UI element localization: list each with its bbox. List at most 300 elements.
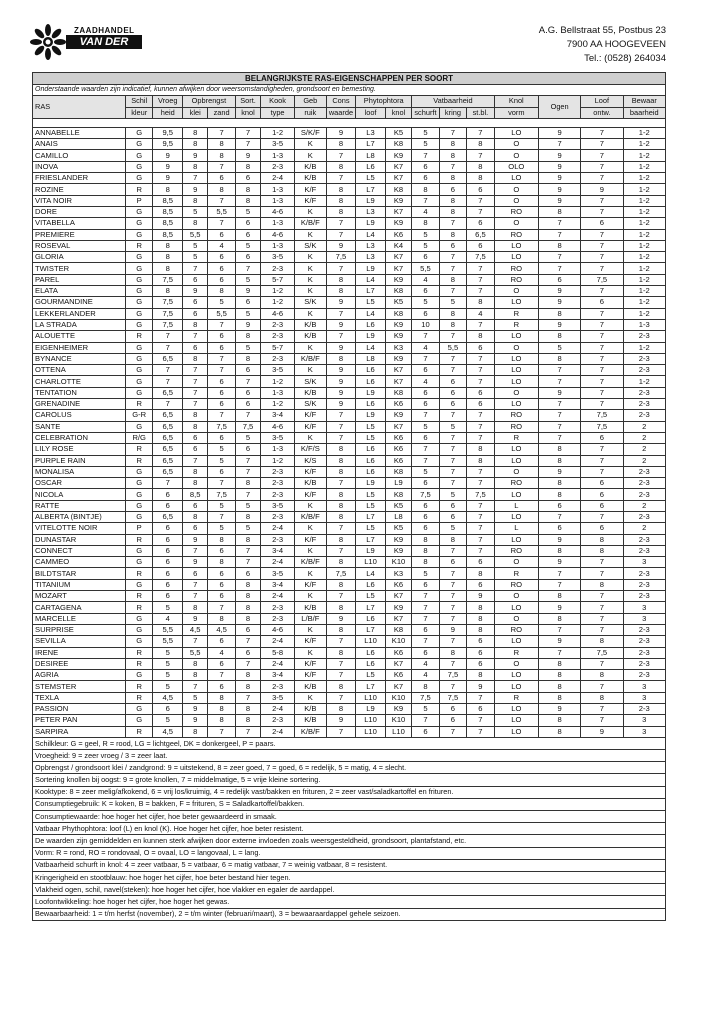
table-cell: 7 <box>581 387 623 398</box>
table-row <box>33 658 666 669</box>
table-cell: 7 <box>412 331 439 342</box>
table-cell: 8 <box>235 511 260 522</box>
table-cell: 7 <box>467 365 494 376</box>
table-row <box>33 218 666 229</box>
table-cell: 8 <box>183 218 208 229</box>
address-phone: Tel.: (0528) 264034 <box>584 53 666 64</box>
table-cell: 7 <box>235 636 260 647</box>
table-cell: 7 <box>581 613 623 624</box>
table-row <box>33 613 666 624</box>
table-cell: G <box>125 297 152 308</box>
table-cell: 1-2 <box>261 399 295 410</box>
table-cell: 7 <box>183 376 208 387</box>
table-cell: R <box>494 432 538 443</box>
variety-name: DUNASTAR <box>33 534 126 545</box>
table-cell: 1-2 <box>623 308 666 319</box>
table-cell: 7,5 <box>412 692 439 703</box>
table-cell: K <box>294 692 326 703</box>
table-cell: R <box>125 602 152 613</box>
table-cell: 10 <box>412 319 439 330</box>
table-row <box>33 726 666 737</box>
table-cell: 8 <box>208 715 235 726</box>
table-cell: G <box>125 274 152 285</box>
subheader-kleur: kleur <box>125 107 152 118</box>
legend-row <box>33 811 666 823</box>
table-cell: 6 <box>153 545 183 556</box>
table-cell: K <box>294 432 326 443</box>
table-cell: K6 <box>385 455 411 466</box>
table-cell: 9 <box>326 613 356 624</box>
table-cell: RO <box>494 274 538 285</box>
variety-name: ALOUETTE <box>33 331 126 342</box>
table-cell: L4 <box>356 274 386 285</box>
table-cell: K6 <box>385 229 411 240</box>
table-cell: 7,5 <box>581 274 623 285</box>
table-cell: 6 <box>412 624 439 635</box>
legend-row <box>33 823 666 835</box>
table-cell: 5 <box>153 658 183 669</box>
table-cell: 5,5 <box>153 636 183 647</box>
header-kook: Kook <box>261 96 295 107</box>
table-cell: LO <box>494 127 538 138</box>
variety-name: MOZART <box>33 591 126 602</box>
table-cell: G <box>125 478 152 489</box>
table-cell: 6 <box>581 489 623 500</box>
table-cell: 5 <box>235 206 260 217</box>
table-cell: 6 <box>208 466 235 477</box>
table-cell: 8 <box>581 579 623 590</box>
table-cell: K <box>294 150 326 161</box>
table-cell: 9 <box>539 466 581 477</box>
table-cell: 8 <box>467 624 494 635</box>
table-cell: 7 <box>467 466 494 477</box>
table-cell: 3-5 <box>261 500 295 511</box>
table-cell: 6 <box>467 704 494 715</box>
variety-name: ROZINE <box>33 184 126 195</box>
table-cell: L7 <box>356 624 386 635</box>
table-cell: 6 <box>208 173 235 184</box>
table-cell: 7 <box>439 286 466 297</box>
table-cell: 7 <box>235 726 260 737</box>
table-cell: 5 <box>208 297 235 308</box>
table-cell: 7 <box>581 173 623 184</box>
table-cell: K6 <box>385 647 411 658</box>
table-cell: K7 <box>385 376 411 387</box>
table-cell: 8 <box>235 534 260 545</box>
table-cell: 2-3 <box>261 466 295 477</box>
table-cell: G <box>125 511 152 522</box>
table-cell: 1-3 <box>261 150 295 161</box>
table-cell: 9 <box>326 127 356 138</box>
table-cell: 1-2 <box>623 150 666 161</box>
table-cell: 8 <box>183 670 208 681</box>
table-cell: 7 <box>183 591 208 602</box>
table-cell: K8 <box>385 624 411 635</box>
table-cell: 7 <box>581 240 623 251</box>
table-cell: 4-6 <box>261 308 295 319</box>
table-cell: 2-4 <box>261 658 295 669</box>
table-cell: 9 <box>539 286 581 297</box>
table-cell: LO <box>494 455 538 466</box>
table-cell: 1-2 <box>623 376 666 387</box>
header-phytophtora: Phytophtora <box>356 96 412 107</box>
table-cell: 8 <box>326 353 356 364</box>
table-cell: 8,5 <box>183 489 208 500</box>
table-cell: L5 <box>356 432 386 443</box>
table-cell: G <box>125 218 152 229</box>
table-cell: 7 <box>581 704 623 715</box>
variety-name: TEXLA <box>33 692 126 703</box>
table-cell: R <box>125 444 152 455</box>
table-cell: K/F <box>294 421 326 432</box>
table-cell: G <box>125 636 152 647</box>
table-cell: K9 <box>385 353 411 364</box>
table-cell: 7 <box>412 636 439 647</box>
table-cell: LO <box>494 297 538 308</box>
table-cell: 1-2 <box>623 274 666 285</box>
table-cell: S/K <box>294 297 326 308</box>
table-cell: LO <box>494 511 538 522</box>
table-cell: 6 <box>208 229 235 240</box>
table-cell: L6 <box>356 399 386 410</box>
header-knol: Knol <box>494 96 538 107</box>
table-cell: 9 <box>153 161 183 172</box>
table-cell: 5 <box>153 670 183 681</box>
table-cell: K/F <box>294 466 326 477</box>
table-cell: 3-5 <box>261 365 295 376</box>
table-cell: LO <box>494 602 538 613</box>
company-logo <box>30 22 140 62</box>
table-cell: L <box>494 500 538 511</box>
table-cell: 1-3 <box>261 195 295 206</box>
table-cell: 6 <box>412 387 439 398</box>
table-cell: 7 <box>183 173 208 184</box>
table-cell: G <box>125 421 152 432</box>
table-cell: 2-4 <box>261 173 295 184</box>
table-cell: 2-3 <box>261 263 295 274</box>
table-cell: 8 <box>326 489 356 500</box>
table-cell: 8 <box>326 274 356 285</box>
table-row <box>33 432 666 443</box>
table-row <box>33 704 666 715</box>
table-cell: 8 <box>439 206 466 217</box>
table-cell: 6 <box>581 218 623 229</box>
table-cell: 3-4 <box>261 670 295 681</box>
table-cell: 6 <box>183 297 208 308</box>
table-cell: 8 <box>539 489 581 500</box>
table-cell: 7 <box>208 195 235 206</box>
table-cell: 6 <box>412 252 439 263</box>
table-cell: 8 <box>539 591 581 602</box>
variety-name: STEMSTER <box>33 681 126 692</box>
table-cell: 6 <box>581 478 623 489</box>
table-cell: 6 <box>581 500 623 511</box>
table-cell: 6 <box>235 444 260 455</box>
table-cell: 5 <box>235 523 260 534</box>
table-row <box>33 466 666 477</box>
address-city: 7900 AA HOOGEVEEN <box>566 39 666 50</box>
table-cell: K/S <box>294 455 326 466</box>
table-cell: K <box>294 500 326 511</box>
table-cell: 7 <box>183 579 208 590</box>
table-cell: K7 <box>385 206 411 217</box>
table-row <box>33 252 666 263</box>
table-cell: K9 <box>385 534 411 545</box>
table-cell: L <box>494 523 538 534</box>
table-cell: R <box>125 658 152 669</box>
table-cell: 6 <box>208 274 235 285</box>
table-cell: R <box>125 534 152 545</box>
table-cell: 7 <box>208 353 235 364</box>
table-cell: 8 <box>326 161 356 172</box>
table-cell: 7 <box>326 523 356 534</box>
table-cell: 8 <box>235 715 260 726</box>
table-cell: 8 <box>467 444 494 455</box>
legend-text: Opbrengst / grondsoort klei / zandgrond: 9 = uitstekend, 8 = zeer goed, 7 = goed, 6 = redelijk, 5 = matig, 4 = slecht. <box>33 762 666 774</box>
table-cell: 9 <box>326 399 356 410</box>
table-cell: 7 <box>326 218 356 229</box>
table-cell: 7 <box>467 692 494 703</box>
variety-name: TWISTER <box>33 263 126 274</box>
spacer-row <box>33 118 666 127</box>
variety-name: CAMILLO <box>33 150 126 161</box>
table-cell: 8 <box>539 331 581 342</box>
table-cell: RO <box>494 206 538 217</box>
variety-name: SANTE <box>33 421 126 432</box>
subheader-baarheid: baarheid <box>623 107 666 118</box>
header-vroeg: Vroeg <box>153 96 183 107</box>
table-cell: 9 <box>183 184 208 195</box>
table-cell: 7 <box>581 161 623 172</box>
table-cell: K <box>294 342 326 353</box>
table-cell: 7 <box>439 579 466 590</box>
table-cell: 8 <box>208 704 235 715</box>
table-cell: 2-3 <box>623 704 666 715</box>
table-cell: 4-6 <box>261 229 295 240</box>
header-loof: Loof <box>581 96 623 107</box>
table-title: BELANGRIJKSTE RAS-EIGENSCHAPPEN PER SOORT <box>33 73 666 85</box>
table-cell: L5 <box>356 489 386 500</box>
table-cell: 7,5 <box>153 308 183 319</box>
table-cell: 2 <box>623 444 666 455</box>
table-cell: 6 <box>235 387 260 398</box>
table-cell: K/B <box>294 319 326 330</box>
table-cell: 7 <box>539 263 581 274</box>
table-cell: 7 <box>439 252 466 263</box>
table-cell: 8 <box>183 353 208 364</box>
header-opbrengst: Opbrengst <box>183 96 236 107</box>
table-cell: 8 <box>183 466 208 477</box>
table-cell: 1-2 <box>623 240 666 251</box>
table-cell: K6 <box>385 432 411 443</box>
table-cell: 7 <box>235 545 260 556</box>
table-cell: 7 <box>235 692 260 703</box>
table-cell: RO <box>494 229 538 240</box>
table-cell: G <box>125 670 152 681</box>
table-cell: 7,5 <box>581 421 623 432</box>
table-row <box>33 161 666 172</box>
table-cell: 4-6 <box>261 624 295 635</box>
table-cell: G <box>125 365 152 376</box>
table-cell: 7 <box>208 319 235 330</box>
legend-row <box>33 798 666 810</box>
table-cell: 7 <box>326 692 356 703</box>
table-cell: 6 <box>235 624 260 635</box>
table-cell: 7 <box>326 229 356 240</box>
table-cell: 4 <box>153 613 183 624</box>
table-cell: 4-6 <box>261 206 295 217</box>
table-cell: 9 <box>539 127 581 138</box>
table-cell: 7 <box>439 218 466 229</box>
table-cell: G <box>125 704 152 715</box>
table-cell: K/F <box>294 195 326 206</box>
table-cell: 2-3 <box>623 658 666 669</box>
table-cell: 7 <box>539 568 581 579</box>
table-cell: LO <box>494 636 538 647</box>
table-cell: 9 <box>326 342 356 353</box>
table-cell: 8 <box>439 534 466 545</box>
table-cell: 2 <box>623 432 666 443</box>
table-row <box>33 365 666 376</box>
table-cell: 6 <box>208 432 235 443</box>
table-cell: 6 <box>235 297 260 308</box>
table-cell: 6 <box>208 545 235 556</box>
table-cell: 7,5 <box>581 647 623 658</box>
table-cell: K10 <box>385 715 411 726</box>
table-cell: 8 <box>467 331 494 342</box>
subheader-type: type <box>261 107 295 118</box>
table-cell: 6 <box>439 557 466 568</box>
table-cell: 7 <box>183 681 208 692</box>
table-cell: 6,5 <box>153 353 183 364</box>
table-cell: K3 <box>385 568 411 579</box>
table-cell: K10 <box>385 636 411 647</box>
table-row <box>33 511 666 522</box>
table-cell: 6 <box>439 399 466 410</box>
table-cell: 7 <box>467 715 494 726</box>
table-cell: 6,5 <box>153 432 183 443</box>
subheader-loof: loof <box>356 107 386 118</box>
table-cell: O <box>494 658 538 669</box>
table-cell: 6,5 <box>153 444 183 455</box>
table-cell: 7,5 <box>153 319 183 330</box>
table-cell: 7 <box>467 127 494 138</box>
table-cell: 6 <box>183 500 208 511</box>
legend-text: Bewaarbaarheid: 1 = t/m herfst (november), 2 = t/m winter (februari/maart), 3 = bewaaraardappel gehele seizoen. <box>33 908 666 920</box>
table-row <box>33 274 666 285</box>
table-cell: 7,5 <box>153 274 183 285</box>
table-cell: G-R <box>125 410 152 421</box>
variety-name: SARPIRA <box>33 726 126 737</box>
table-cell: 5 <box>412 240 439 251</box>
table-cell: RO <box>494 263 538 274</box>
table-cell: 7 <box>326 308 356 319</box>
table-cell: R <box>494 692 538 703</box>
table-cell: 3-4 <box>261 410 295 421</box>
table-cell: 6 <box>412 511 439 522</box>
table-cell: 5-7 <box>261 274 295 285</box>
table-cell: K6 <box>385 444 411 455</box>
table-cell: L6 <box>356 647 386 658</box>
table-cell: 8 <box>412 545 439 556</box>
legend-row <box>33 896 666 908</box>
table-cell: O <box>494 591 538 602</box>
table-cell: K <box>294 308 326 319</box>
table-cell: 1-3 <box>261 444 295 455</box>
table-row <box>33 297 666 308</box>
table-cell: 1-3 <box>261 387 295 398</box>
table-cell: 9 <box>539 173 581 184</box>
table-row <box>33 715 666 726</box>
table-cell: 8 <box>439 308 466 319</box>
table-cell: L9 <box>385 478 411 489</box>
table-cell: 6 <box>439 184 466 195</box>
table-cell: 8 <box>326 139 356 150</box>
table-row <box>33 557 666 568</box>
variety-name: CELEBRATION <box>33 432 126 443</box>
table-cell: OLO <box>494 161 538 172</box>
table-cell: 7,5 <box>412 489 439 500</box>
table-cell: 8 <box>183 127 208 138</box>
table-cell: 6 <box>467 636 494 647</box>
table-cell: 2-3 <box>261 681 295 692</box>
table-cell: 7 <box>581 455 623 466</box>
table-cell: 5-7 <box>261 342 295 353</box>
table-cell: 7 <box>467 534 494 545</box>
table-cell: 9 <box>539 150 581 161</box>
table-cell: 8 <box>581 545 623 556</box>
table-cell: 8 <box>183 410 208 421</box>
table-cell: 6 <box>235 365 260 376</box>
table-cell: 6 <box>412 726 439 737</box>
table-cell: 6 <box>235 252 260 263</box>
table-cell: 8 <box>581 534 623 545</box>
table-cell: L5 <box>356 421 386 432</box>
table-cell: 7 <box>235 263 260 274</box>
table-cell: 2-3 <box>261 478 295 489</box>
table-cell: L10 <box>356 692 386 703</box>
table-cell: 8 <box>235 670 260 681</box>
table-cell: 2-3 <box>623 489 666 500</box>
table-cell: 7 <box>467 150 494 161</box>
variety-name: VITABELLA <box>33 218 126 229</box>
table-cell: 6 <box>208 263 235 274</box>
table-cell: 8 <box>539 715 581 726</box>
variety-name: LEKKERLANDER <box>33 308 126 319</box>
table-cell: 8 <box>539 353 581 364</box>
table-cell: K8 <box>385 466 411 477</box>
header-row-1 <box>33 96 666 107</box>
table-cell: 3 <box>623 726 666 737</box>
table-cell: 8 <box>153 184 183 195</box>
table-row <box>33 195 666 206</box>
subheader-waarde: waarde <box>326 107 356 118</box>
table-cell: 2-3 <box>261 353 295 364</box>
table-cell: K7 <box>385 613 411 624</box>
table-cell: 5 <box>235 240 260 251</box>
table-cell: K/F <box>294 489 326 500</box>
table-cell: 7 <box>581 286 623 297</box>
table-cell: 7 <box>581 342 623 353</box>
table-cell: K/F <box>294 658 326 669</box>
table-cell: 7 <box>439 410 466 421</box>
table-cell: 6 <box>208 342 235 353</box>
table-cell: L5 <box>356 297 386 308</box>
table-cell: 8 <box>235 353 260 364</box>
table-cell: 8 <box>153 252 183 263</box>
table-cell: 5 <box>153 715 183 726</box>
table-cell: 7 <box>581 195 623 206</box>
